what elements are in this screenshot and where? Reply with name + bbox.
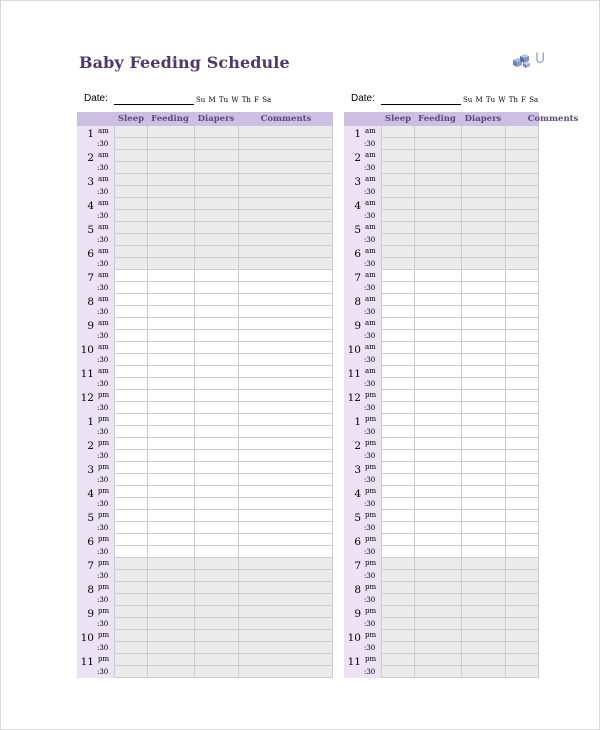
entry-cells[interactable] xyxy=(381,126,539,138)
half-hour-row xyxy=(77,162,333,174)
hour-number: 11 xyxy=(80,656,94,668)
hour-number: 10 xyxy=(347,632,361,644)
hour-number: 9 xyxy=(87,320,94,332)
am-pm-label: pm xyxy=(365,391,377,399)
half-hour-label: :30 xyxy=(364,548,376,556)
am-pm-label: pm xyxy=(98,415,110,423)
hour-row xyxy=(77,174,333,186)
hour-number: 4 xyxy=(87,200,94,212)
hour-row xyxy=(77,126,333,138)
half-hour-row xyxy=(77,138,333,150)
entry-cells[interactable] xyxy=(381,186,539,198)
entry-cells[interactable] xyxy=(381,294,539,306)
hour-number: 6 xyxy=(87,536,94,548)
hour-row xyxy=(77,342,333,354)
half-hour-row xyxy=(77,402,333,414)
column-divider xyxy=(238,126,239,678)
am-pm-label: am xyxy=(98,127,109,135)
hour-number: 3 xyxy=(354,176,361,188)
entry-cells[interactable] xyxy=(381,366,539,378)
hour-number: 9 xyxy=(354,320,361,332)
half-hour-label: :30 xyxy=(97,188,109,196)
hour-row xyxy=(77,606,333,618)
am-pm-label: am xyxy=(365,247,376,255)
entry-cells[interactable] xyxy=(381,450,539,462)
entry-cells[interactable] xyxy=(381,498,539,510)
schedule-table-left xyxy=(77,112,333,678)
half-hour-row xyxy=(77,378,333,390)
half-hour-label: :30 xyxy=(97,524,109,532)
half-hour-row xyxy=(77,282,333,294)
am-pm-label: pm xyxy=(98,631,110,639)
half-hour-label: :30 xyxy=(97,428,109,436)
am-pm-label: pm xyxy=(365,607,377,615)
am-pm-label: am xyxy=(98,367,109,375)
hour-number: 1 xyxy=(354,128,361,140)
half-hour-label: :30 xyxy=(364,572,376,580)
half-hour-label: :30 xyxy=(364,332,376,340)
am-pm-label: am xyxy=(365,319,376,327)
column-divider xyxy=(414,126,415,678)
hour-row xyxy=(77,366,333,378)
hour-row xyxy=(77,222,333,234)
half-hour-label: :30 xyxy=(97,308,109,316)
weekday-checklist: Su M Tu W Th F Sa xyxy=(463,96,539,104)
entry-cells[interactable] xyxy=(381,222,539,234)
half-hour-label: :30 xyxy=(364,164,376,172)
half-hour-row xyxy=(77,426,333,438)
hour-number: 7 xyxy=(87,560,94,572)
hour-number: 7 xyxy=(87,272,94,284)
half-hour-label: :30 xyxy=(364,644,376,652)
date-label: Date: xyxy=(351,93,375,104)
am-pm-label: pm xyxy=(98,439,110,447)
hour-number: 4 xyxy=(87,488,94,500)
half-hour-label: :30 xyxy=(364,668,376,676)
half-hour-label: :30 xyxy=(97,212,109,220)
hour-number: 5 xyxy=(87,224,94,236)
half-hour-label: :30 xyxy=(97,284,109,292)
entry-cells[interactable] xyxy=(381,594,539,606)
hour-number: 2 xyxy=(87,152,94,164)
entry-cells[interactable] xyxy=(381,138,539,150)
hour-number: 2 xyxy=(354,440,361,452)
am-pm-label: pm xyxy=(98,535,110,543)
half-hour-label: :30 xyxy=(97,356,109,364)
hour-number: 8 xyxy=(87,584,94,596)
column-divider xyxy=(194,126,195,678)
hour-number: 8 xyxy=(354,296,361,308)
entry-cells[interactable] xyxy=(381,486,539,498)
hour-row xyxy=(77,294,333,306)
am-pm-label: am xyxy=(365,343,376,351)
am-pm-label: am xyxy=(365,367,376,375)
entry-cells[interactable] xyxy=(381,414,539,426)
half-hour-label: :30 xyxy=(97,404,109,412)
hour-row xyxy=(77,150,333,162)
hour-row xyxy=(77,198,333,210)
entry-cells[interactable] xyxy=(381,522,539,534)
am-pm-label: pm xyxy=(98,559,110,567)
half-hour-row xyxy=(77,258,333,270)
hour-row xyxy=(77,510,333,522)
half-hour-label: :30 xyxy=(97,620,109,628)
entry-cells[interactable] xyxy=(381,654,539,666)
entry-cells[interactable] xyxy=(381,618,539,630)
half-hour-label: :30 xyxy=(364,476,376,484)
column-divider xyxy=(538,126,539,678)
hour-number: 9 xyxy=(354,608,361,620)
date-label: Date: xyxy=(84,93,108,104)
am-pm-label: am xyxy=(365,199,376,207)
hour-number: 10 xyxy=(347,344,361,356)
entry-cells[interactable] xyxy=(381,546,539,558)
half-hour-row xyxy=(77,186,333,198)
hour-row xyxy=(77,438,333,450)
half-hour-label: :30 xyxy=(97,596,109,604)
hour-row xyxy=(77,462,333,474)
column-divider xyxy=(114,126,115,678)
entry-cells[interactable] xyxy=(381,474,539,486)
am-pm-label: pm xyxy=(98,607,110,615)
half-hour-row xyxy=(77,474,333,486)
hour-row xyxy=(77,558,333,570)
column-header-sleep: Sleep xyxy=(117,114,145,124)
half-hour-row xyxy=(77,642,333,654)
am-pm-label: am xyxy=(365,271,376,279)
hour-number: 4 xyxy=(354,488,361,500)
am-pm-label: pm xyxy=(365,631,377,639)
half-hour-row xyxy=(77,210,333,222)
half-hour-label: :30 xyxy=(97,476,109,484)
half-hour-row xyxy=(77,594,333,606)
entry-cells[interactable] xyxy=(381,234,539,246)
hour-row xyxy=(77,486,333,498)
half-hour-label: :30 xyxy=(364,620,376,628)
entry-cells[interactable] xyxy=(381,198,539,210)
half-hour-label: :30 xyxy=(364,380,376,388)
column-divider xyxy=(505,126,506,678)
am-pm-label: pm xyxy=(365,415,377,423)
half-hour-label: :30 xyxy=(97,164,109,172)
entry-cells[interactable] xyxy=(381,402,539,414)
half-hour-label: :30 xyxy=(364,356,376,364)
am-pm-label: pm xyxy=(98,655,110,663)
hour-number: 3 xyxy=(87,176,94,188)
hour-number: 3 xyxy=(87,464,94,476)
half-hour-row xyxy=(77,666,333,678)
date-row-left xyxy=(84,93,284,107)
column-header-feeding: Feeding xyxy=(151,114,189,124)
date-field[interactable] xyxy=(114,104,194,105)
am-pm-label: pm xyxy=(98,463,110,471)
half-hour-label: :30 xyxy=(97,380,109,388)
hour-row xyxy=(77,246,333,258)
am-pm-label: am xyxy=(365,295,376,303)
half-hour-label: :30 xyxy=(97,236,109,244)
am-pm-label: pm xyxy=(98,487,110,495)
entry-cells[interactable] xyxy=(381,558,539,570)
entry-cells[interactable] xyxy=(381,330,539,342)
cubes-logo-icon xyxy=(511,52,533,70)
half-hour-label: :30 xyxy=(97,572,109,580)
column-header-comments: Comments xyxy=(527,114,579,124)
hour-row xyxy=(77,390,333,402)
half-hour-label: :30 xyxy=(364,500,376,508)
entry-cells[interactable] xyxy=(381,174,539,186)
am-pm-label: am xyxy=(98,223,109,231)
half-hour-row xyxy=(77,570,333,582)
am-pm-label: am xyxy=(98,175,109,183)
hour-row xyxy=(77,534,333,546)
half-hour-row xyxy=(77,546,333,558)
column-divider xyxy=(332,126,333,678)
am-pm-label: am xyxy=(98,271,109,279)
half-hour-row xyxy=(77,354,333,366)
hour-number: 2 xyxy=(87,440,94,452)
hour-number: 1 xyxy=(87,416,94,428)
half-hour-row xyxy=(77,618,333,630)
half-hour-label: :30 xyxy=(97,500,109,508)
entry-cells[interactable] xyxy=(381,510,539,522)
column-header-diapers: Diapers xyxy=(197,114,235,124)
entry-cells[interactable] xyxy=(381,210,539,222)
half-hour-label: :30 xyxy=(364,596,376,604)
half-hour-label: :30 xyxy=(97,452,109,460)
entry-cells[interactable] xyxy=(381,378,539,390)
hour-number: 9 xyxy=(87,608,94,620)
hour-number: 5 xyxy=(354,224,361,236)
am-pm-label: am xyxy=(98,151,109,159)
half-hour-label: :30 xyxy=(364,308,376,316)
hour-number: 4 xyxy=(354,200,361,212)
am-pm-label: pm xyxy=(98,511,110,519)
page-title: Baby Feeding Schedule xyxy=(79,53,290,72)
hour-number: 1 xyxy=(87,128,94,140)
am-pm-label: pm xyxy=(365,583,377,591)
hour-row xyxy=(77,654,333,666)
entry-cells[interactable] xyxy=(381,282,539,294)
hour-number: 8 xyxy=(354,584,361,596)
am-pm-label: pm xyxy=(98,391,110,399)
entry-cells[interactable] xyxy=(381,354,539,366)
hour-number: 11 xyxy=(347,368,361,380)
entry-cells[interactable] xyxy=(381,582,539,594)
half-hour-label: :30 xyxy=(364,428,376,436)
entry-cells[interactable] xyxy=(381,306,539,318)
entry-cells[interactable] xyxy=(381,390,539,402)
entry-cells[interactable] xyxy=(381,630,539,642)
half-hour-label: :30 xyxy=(364,236,376,244)
half-hour-label: :30 xyxy=(97,644,109,652)
column-header-diapers: Diapers xyxy=(464,114,502,124)
hour-number: 2 xyxy=(354,152,361,164)
am-pm-label: pm xyxy=(365,511,377,519)
hour-row xyxy=(77,414,333,426)
am-pm-label: am xyxy=(98,295,109,303)
entry-cells[interactable] xyxy=(381,606,539,618)
entry-cells[interactable] xyxy=(381,438,539,450)
hour-number: 8 xyxy=(87,296,94,308)
half-hour-label: :30 xyxy=(364,188,376,196)
hour-row xyxy=(77,318,333,330)
half-hour-label: :30 xyxy=(364,140,376,148)
am-pm-label: am xyxy=(365,151,376,159)
half-hour-label: :30 xyxy=(97,668,109,676)
half-hour-row xyxy=(77,330,333,342)
am-pm-label: am xyxy=(98,343,109,351)
schedule-table-right xyxy=(344,112,579,678)
entry-cells[interactable] xyxy=(381,642,539,654)
column-divider xyxy=(147,126,148,678)
am-pm-label: pm xyxy=(365,655,377,663)
entry-cells[interactable] xyxy=(381,318,539,330)
hour-row xyxy=(77,270,333,282)
half-hour-label: :30 xyxy=(97,140,109,148)
entry-cells[interactable] xyxy=(381,666,539,678)
half-hour-label: :30 xyxy=(364,212,376,220)
hour-number: 7 xyxy=(354,272,361,284)
half-hour-label: :30 xyxy=(97,260,109,268)
am-pm-label: pm xyxy=(365,463,377,471)
entry-cells[interactable] xyxy=(381,270,539,282)
date-field[interactable] xyxy=(381,104,461,105)
half-hour-row xyxy=(77,522,333,534)
am-pm-label: pm xyxy=(365,559,377,567)
entry-cells[interactable] xyxy=(381,150,539,162)
half-hour-label: :30 xyxy=(364,284,376,292)
half-hour-label: :30 xyxy=(364,452,376,460)
half-hour-label: :30 xyxy=(97,332,109,340)
half-hour-label: :30 xyxy=(364,524,376,532)
entry-cells[interactable] xyxy=(381,462,539,474)
hour-number: 11 xyxy=(347,656,361,668)
hour-number: 5 xyxy=(354,512,361,524)
am-pm-label: am xyxy=(365,127,376,135)
date-row-right xyxy=(351,93,551,107)
am-pm-label: pm xyxy=(365,535,377,543)
entry-cells[interactable] xyxy=(381,570,539,582)
column-header-feeding: Feeding xyxy=(418,114,456,124)
column-divider xyxy=(461,126,462,678)
entry-cells[interactable] xyxy=(381,258,539,270)
hour-number: 10 xyxy=(80,344,94,356)
hour-number: 3 xyxy=(354,464,361,476)
hour-number: 7 xyxy=(354,560,361,572)
am-pm-label: am xyxy=(98,319,109,327)
am-pm-label: am xyxy=(365,223,376,231)
column-divider xyxy=(381,126,382,678)
half-hour-label: :30 xyxy=(364,404,376,412)
half-hour-label: :30 xyxy=(364,260,376,268)
entry-cells[interactable] xyxy=(381,246,539,258)
half-hour-label: :30 xyxy=(97,548,109,556)
hour-number: 6 xyxy=(354,248,361,260)
am-pm-label: am xyxy=(365,175,376,183)
am-pm-label: pm xyxy=(365,487,377,495)
logo-text: U xyxy=(535,51,546,67)
entry-cells[interactable] xyxy=(381,426,539,438)
half-hour-row xyxy=(77,450,333,462)
am-pm-label: pm xyxy=(98,583,110,591)
entry-cells[interactable] xyxy=(381,534,539,546)
hour-number: 10 xyxy=(80,632,94,644)
entry-cells[interactable] xyxy=(381,162,539,174)
am-pm-label: am xyxy=(98,199,109,207)
hour-number: 12 xyxy=(347,392,361,404)
hour-number: 1 xyxy=(354,416,361,428)
entry-cells[interactable] xyxy=(381,342,539,354)
am-pm-label: am xyxy=(98,247,109,255)
column-header-comments: Comments xyxy=(260,114,312,124)
am-pm-label: pm xyxy=(365,439,377,447)
half-hour-row xyxy=(77,498,333,510)
schedule-header xyxy=(77,112,333,126)
hour-number: 11 xyxy=(80,368,94,380)
hour-number: 12 xyxy=(80,392,94,404)
column-header-sleep: Sleep xyxy=(384,114,412,124)
weekday-checklist: Su M Tu W Th F Sa xyxy=(196,96,272,104)
hour-row xyxy=(77,582,333,594)
hour-number: 6 xyxy=(354,536,361,548)
schedule-header xyxy=(344,112,579,126)
hour-number: 5 xyxy=(87,512,94,524)
hour-row xyxy=(77,630,333,642)
half-hour-row xyxy=(77,234,333,246)
hour-number: 6 xyxy=(87,248,94,260)
half-hour-row xyxy=(77,306,333,318)
